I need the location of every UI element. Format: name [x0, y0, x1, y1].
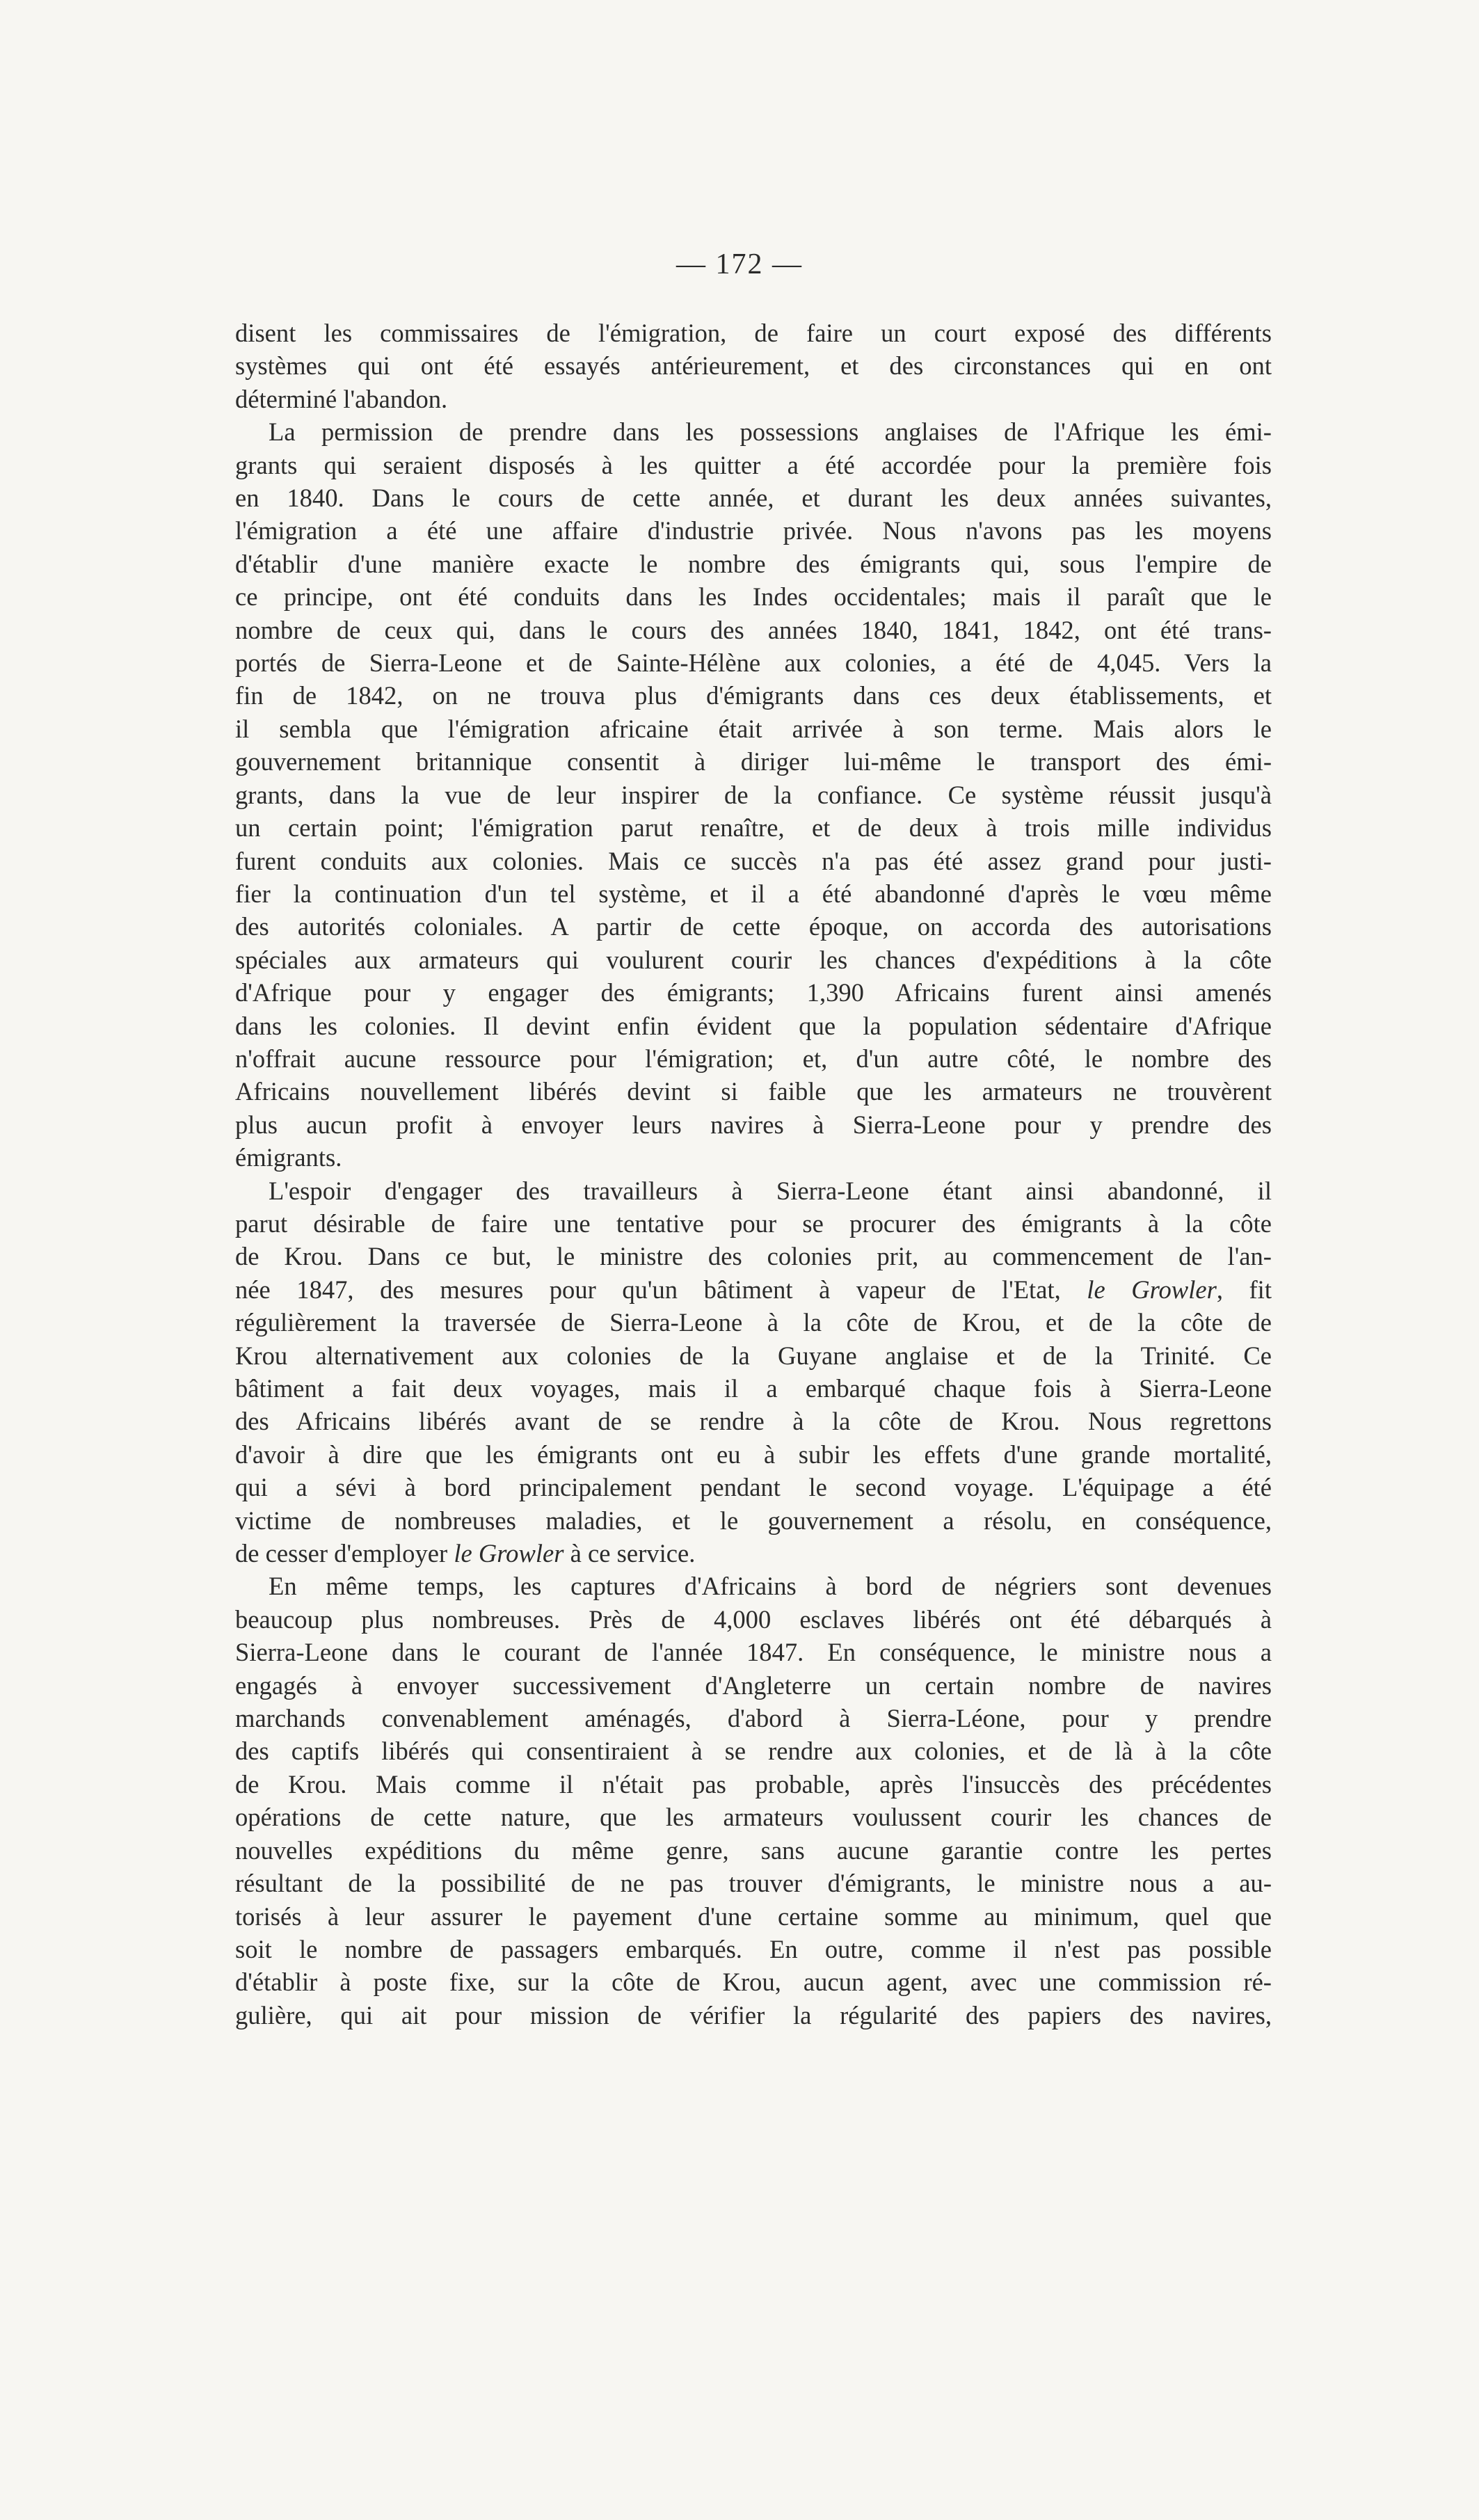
text-line: En même temps, les captures d'Africains à bord de négriers sont devenues	[269, 1572, 1272, 1601]
text-line: spéciales aux armateurs qui voulurent courir les chances d'expéditions à la côte	[235, 945, 1272, 974]
ship-name: le Growler	[1087, 1275, 1217, 1304]
text-line: en 1840. Dans le cours de cette année, et durant les deux années suivantes,	[235, 484, 1272, 513]
text-line: marchands convenablement aménagés, d'abord à Sierra-Léone, pour y prendre	[235, 1704, 1272, 1733]
text-line: résultant de la possibilité de ne pas trouver d'émigrants, le ministre nous a au-	[235, 1869, 1272, 1898]
text-line: plus aucun profit à envoyer leurs navires à Sierra-Leone pour y prendre des	[235, 1110, 1272, 1139]
text-line: de Krou. Dans ce but, le ministre des colonies prit, au commencement de l'an-	[235, 1242, 1272, 1271]
text-line: des autorités coloniales. A partir de cette époque, on accorda des autorisations	[235, 912, 1272, 941]
text-line: L'espoir d'engager des travailleurs à Sierra-Leone étant ainsi abandonné, il	[269, 1176, 1272, 1205]
text-line: gouvernement britannique consentit à diriger lui-même le transport des émi-	[235, 747, 1272, 776]
text-line: déterminé l'abandon.	[235, 384, 448, 413]
text-line: qui a sévi à bord principalement pendant le second voyage. L'équipage a été	[235, 1473, 1272, 1502]
text-line: disent les commissaires de l'émigration, de faire un court exposé des différents	[235, 319, 1272, 347]
text-line: d'établir à poste fixe, sur la côte de Krou, aucun agent, avec une commission ré-	[235, 1968, 1272, 1997]
text-line: il sembla que l'émigration africaine était arrivée à son terme. Mais alors le	[235, 714, 1272, 743]
text-line: portés de Sierra-Leone et de Sainte-Hélène aux colonies, a été de 4,045. Vers la	[235, 648, 1272, 678]
text-line: fin de 1842, on ne trouva plus d'émigrants dans ces deux établissements, et	[235, 681, 1272, 710]
text-line: nombre de ceux qui, dans le cours des années 1840, 1841, 1842, ont été trans-	[235, 615, 1272, 644]
text-line: de cesser d'employer le Growler à ce service.	[235, 1539, 696, 1568]
text-line: régulièrement la traversée de Sierra-Leone à la côte de Krou, et de la côte de	[235, 1308, 1272, 1337]
ship-name: le Growler	[454, 1539, 564, 1568]
text-line: parut désirable de faire une tentative pour se procurer des émigrants à la côte	[235, 1209, 1272, 1238]
text-line: n'offrait aucune ressource pour l'émigration; et, d'un autre côté, le nombre des	[235, 1044, 1272, 1073]
text-line: Krou alternativement aux colonies de la Guyane anglaise et de la Trinité. Ce	[235, 1341, 1272, 1370]
text-line: des captifs libérés qui consentiraient à se rendre aux colonies, et de là à la côte	[235, 1737, 1272, 1766]
text-line: torisés à leur assurer le payement d'une certaine somme au minimum, quel que	[235, 1901, 1272, 1931]
text-line: ce principe, ont été conduits dans les Indes occidentales; mais il paraît que le	[235, 582, 1272, 612]
text-line: Sierra-Leone dans le courant de l'année 1847. En conséquence, le ministre nous a	[235, 1638, 1272, 1667]
text-line: beaucoup plus nombreuses. Près de 4,000 esclaves libérés ont été débarqués à	[235, 1604, 1272, 1634]
text-line: un certain point; l'émigration parut renaître, et de deux à trois mille individus	[235, 813, 1272, 843]
text-line: soit le nombre de passagers embarqués. En outre, comme il n'est pas possible	[235, 1934, 1272, 1963]
text-line: fier la continuation d'un tel système, et il a été abandonné d'après le vœu même	[235, 879, 1272, 908]
text-line: furent conduits aux colonies. Mais ce succès n'a pas été assez grand pour justi-	[235, 846, 1272, 875]
text-line: gulière, qui ait pour mission de vérifier la régularité des papiers des navires,	[235, 2000, 1272, 2029]
text-line: victime de nombreuses maladies, et le gouvernement a résolu, en conséquence,	[235, 1506, 1272, 1535]
text-line: bâtiment a fait deux voyages, mais il a embarqué chaque fois à Sierra-Leone	[235, 1374, 1272, 1403]
text-line: de Krou. Mais comme il n'était pas probable, après l'insuccès des précédentes	[235, 1769, 1272, 1799]
text-line: émigrants.	[235, 1143, 342, 1172]
text-line: l'émigration a été une affaire d'industrie privée. Nous n'avons pas les moyens	[235, 516, 1272, 545]
text-line: des Africains libérés avant de se rendre à la côte de Krou. Nous regrettons	[235, 1407, 1272, 1436]
text-line: d'établir d'une manière exacte le nombre des émigrants qui, sous l'empire de	[235, 549, 1272, 578]
text-line: née 1847, des mesures pour qu'un bâtiment à vapeur de l'Etat, le Growler, fit	[235, 1275, 1272, 1304]
text-line: grants qui seraient disposés à les quitter a été accordée pour la première fois	[235, 450, 1272, 479]
text-line: grants, dans la vue de leur inspirer de la confiance. Ce système réussit jusqu'à	[235, 780, 1272, 809]
text-line: engagés à envoyer successivement d'Angleterre un certain nombre de navires	[235, 1670, 1272, 1700]
page-number: — 172 —	[676, 248, 803, 280]
text-line: nouvelles expéditions du même genre, sans aucune garantie contre les pertes	[235, 1835, 1272, 1865]
text-line: d'avoir à dire que les émigrants ont eu à subir les effets d'une grande mortalité,	[235, 1440, 1272, 1469]
text-line: Africains nouvellement libérés devint si faible que les armateurs ne trouvèrent	[235, 1077, 1272, 1106]
text-line: d'Afrique pour y engager des émigrants; 1,390 Africains furent ainsi amenés	[235, 978, 1272, 1007]
text-line: dans les colonies. Il devint enfin évident que la population sédentaire d'Afrique	[235, 1011, 1272, 1040]
text-line: opérations de cette nature, que les armateurs voulussent courir les chances de	[235, 1803, 1272, 1832]
body-text	[235, 317, 1272, 2032]
text-line: La permission de prendre dans les possessions anglaises de l'Afrique les émi-	[269, 417, 1272, 447]
text-line: systèmes qui ont été essayés antérieurement, et des circonstances qui en ont	[235, 351, 1272, 381]
